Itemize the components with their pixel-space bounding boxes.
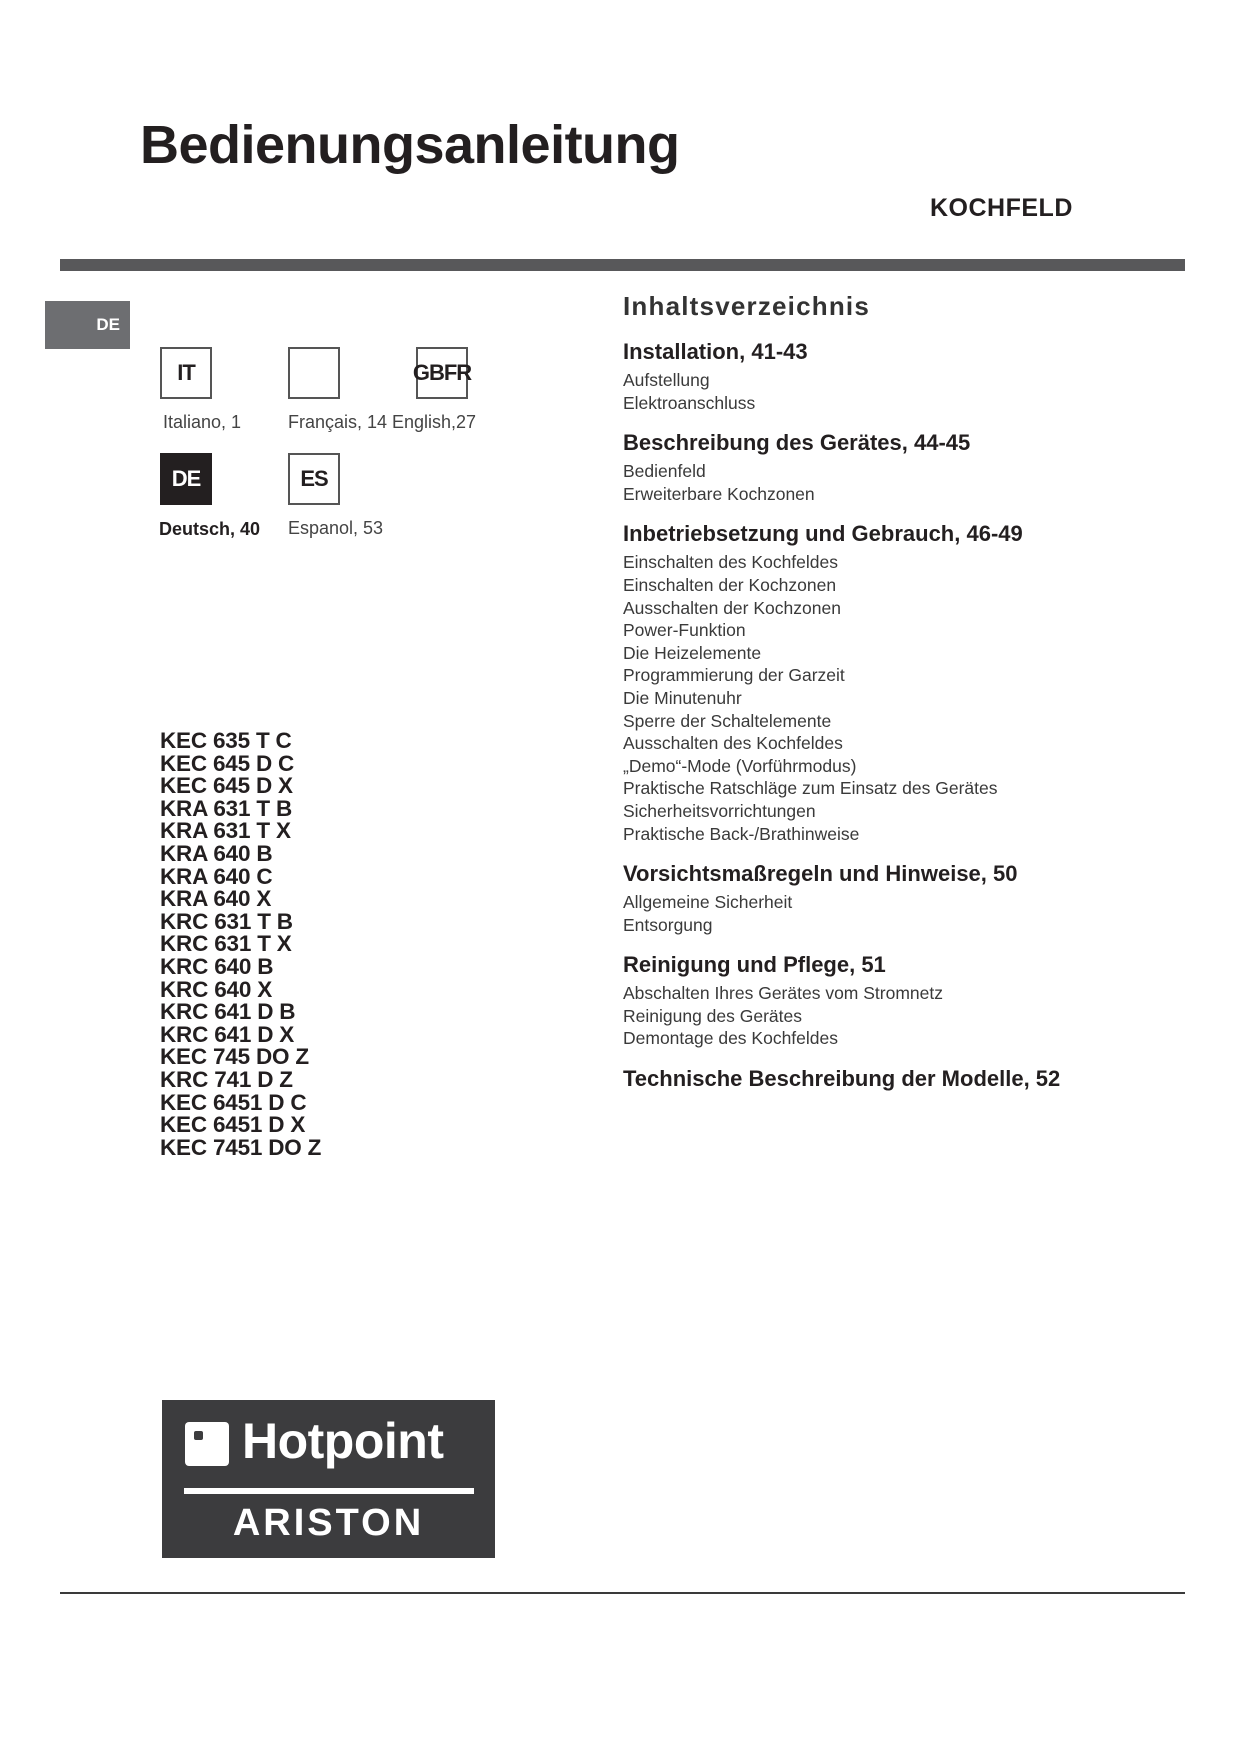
document-title: Bedienungsanleitung xyxy=(140,115,680,175)
toc-section-safety xyxy=(623,863,1183,936)
model-item: KRC 741 D Z xyxy=(160,1066,293,1092)
table-of-contents xyxy=(623,293,1183,1108)
model-item: KRA 640 X xyxy=(160,886,272,912)
toc-section-usage xyxy=(623,523,1183,845)
lang-label-fr: Français, 14 xyxy=(288,412,388,432)
model-item: KEC 645 D X xyxy=(160,773,293,799)
hotpoint-ariston-logo xyxy=(162,1400,495,1558)
model-item: KEC 745 DO Z xyxy=(160,1044,309,1070)
footer-divider xyxy=(60,1592,1185,1594)
toc-item: Reinigung des Gerätes xyxy=(623,1005,802,1026)
model-item: KEC 7451 DO Z xyxy=(160,1134,322,1160)
logo-divider xyxy=(184,1488,474,1494)
logo-mark-icon xyxy=(185,1422,229,1466)
toc-item: Bedienfeld xyxy=(623,461,706,482)
toc-section-title: Vorsichtsmaßregeln und Hinweise, 50 xyxy=(623,861,1018,887)
toc-item: Praktische Ratschläge zum Einsatz des Gerätes xyxy=(623,778,998,799)
toc-item: Demontage des Kochfeldes xyxy=(623,1028,838,1049)
lang-box-fr xyxy=(288,347,340,399)
model-item: KEC 6451 D X xyxy=(160,1112,306,1138)
model-item: KEC 635 T C xyxy=(160,728,292,753)
model-item: KEC 6451 D C xyxy=(160,1089,307,1115)
lang-label-gb: English,27 xyxy=(392,412,477,432)
toc-section-description xyxy=(623,432,1183,505)
lang-label-es: Espanol, 53 xyxy=(288,518,384,538)
toc-item: Einschalten der Kochzonen xyxy=(623,574,837,595)
model-item: KRC 641 D B xyxy=(160,999,296,1025)
toc-item: Abschalten Ihres Gerätes vom Stromnetz xyxy=(623,983,943,1004)
model-item: KRC 640 B xyxy=(160,953,274,979)
toc-section-title: Beschreibung des Gerätes, 44-45 xyxy=(623,430,971,456)
model-item: KRC 631 T X xyxy=(160,931,292,957)
toc-section-title: Technische Beschreibung der Modelle, 52 xyxy=(623,1066,1061,1092)
lang-box-es: ES xyxy=(288,453,340,505)
lang-label-de: Deutsch, 40 xyxy=(159,519,261,539)
lang-box-de: DE xyxy=(160,453,212,505)
toc-section-cleaning xyxy=(623,954,1183,1050)
lang-box-it: IT xyxy=(160,347,212,399)
toc-section-title: Reinigung und Pflege, 51 xyxy=(623,952,886,978)
toc-item: Elektroanschluss xyxy=(623,392,756,413)
lang-box-gb: GBFR xyxy=(416,347,468,399)
model-item: KRA 631 T X xyxy=(160,818,291,844)
toc-item: Sicherheitsvorrichtungen xyxy=(623,800,816,821)
model-item: KRC 641 D X xyxy=(160,1021,295,1047)
toc-item: Programmierung der Garzeit xyxy=(623,665,845,686)
toc-heading: Inhaltsverzeichnis xyxy=(623,291,871,321)
toc-section-technical xyxy=(623,1068,1183,1090)
toc-item: Ausschalten des Kochfeldes xyxy=(623,733,843,754)
toc-section-installation xyxy=(623,341,1183,414)
toc-section-title: Inbetriebsetzung und Gebrauch, 46-49 xyxy=(623,521,1023,547)
model-item: KRC 640 X xyxy=(160,976,272,1002)
header-divider xyxy=(60,259,1185,271)
toc-item: „Demo“-Mode (Vorführmodus) xyxy=(623,755,857,776)
toc-item: Entsorgung xyxy=(623,914,713,935)
model-item: KRA 640 B xyxy=(160,840,273,866)
model-item: KRA 631 T B xyxy=(160,795,292,821)
toc-item: Power-Funktion xyxy=(623,620,746,641)
lang-label-it: Italiano, 1 xyxy=(163,412,242,432)
toc-item: Einschalten des Kochfeldes xyxy=(623,552,838,573)
toc-item: Erweiterbare Kochzonen xyxy=(623,483,815,504)
toc-item: Sperre der Schaltelemente xyxy=(623,710,832,731)
logo-brand-sub: ARISTON xyxy=(232,1502,425,1544)
toc-item: Die Heizelemente xyxy=(623,642,762,663)
model-item: KRA 640 C xyxy=(160,863,273,889)
language-side-tab: DE xyxy=(45,301,130,349)
model-item: KRC 631 T B xyxy=(160,908,293,934)
document-subtitle: KOCHFELD xyxy=(930,194,1073,222)
toc-item: Die Minutenuhr xyxy=(623,687,742,708)
toc-item: Allgemeine Sicherheit xyxy=(623,892,793,913)
toc-item: Ausschalten der Kochzonen xyxy=(623,597,841,618)
toc-item: Aufstellung xyxy=(623,370,710,390)
toc-item: Praktische Back-/Brathinweise xyxy=(623,823,860,844)
model-list xyxy=(160,730,321,1159)
logo-brand-name: Hotpoint xyxy=(242,1413,444,1469)
model-item: KEC 645 D C xyxy=(160,750,295,776)
toc-section-title: Installation, 41-43 xyxy=(623,339,808,364)
